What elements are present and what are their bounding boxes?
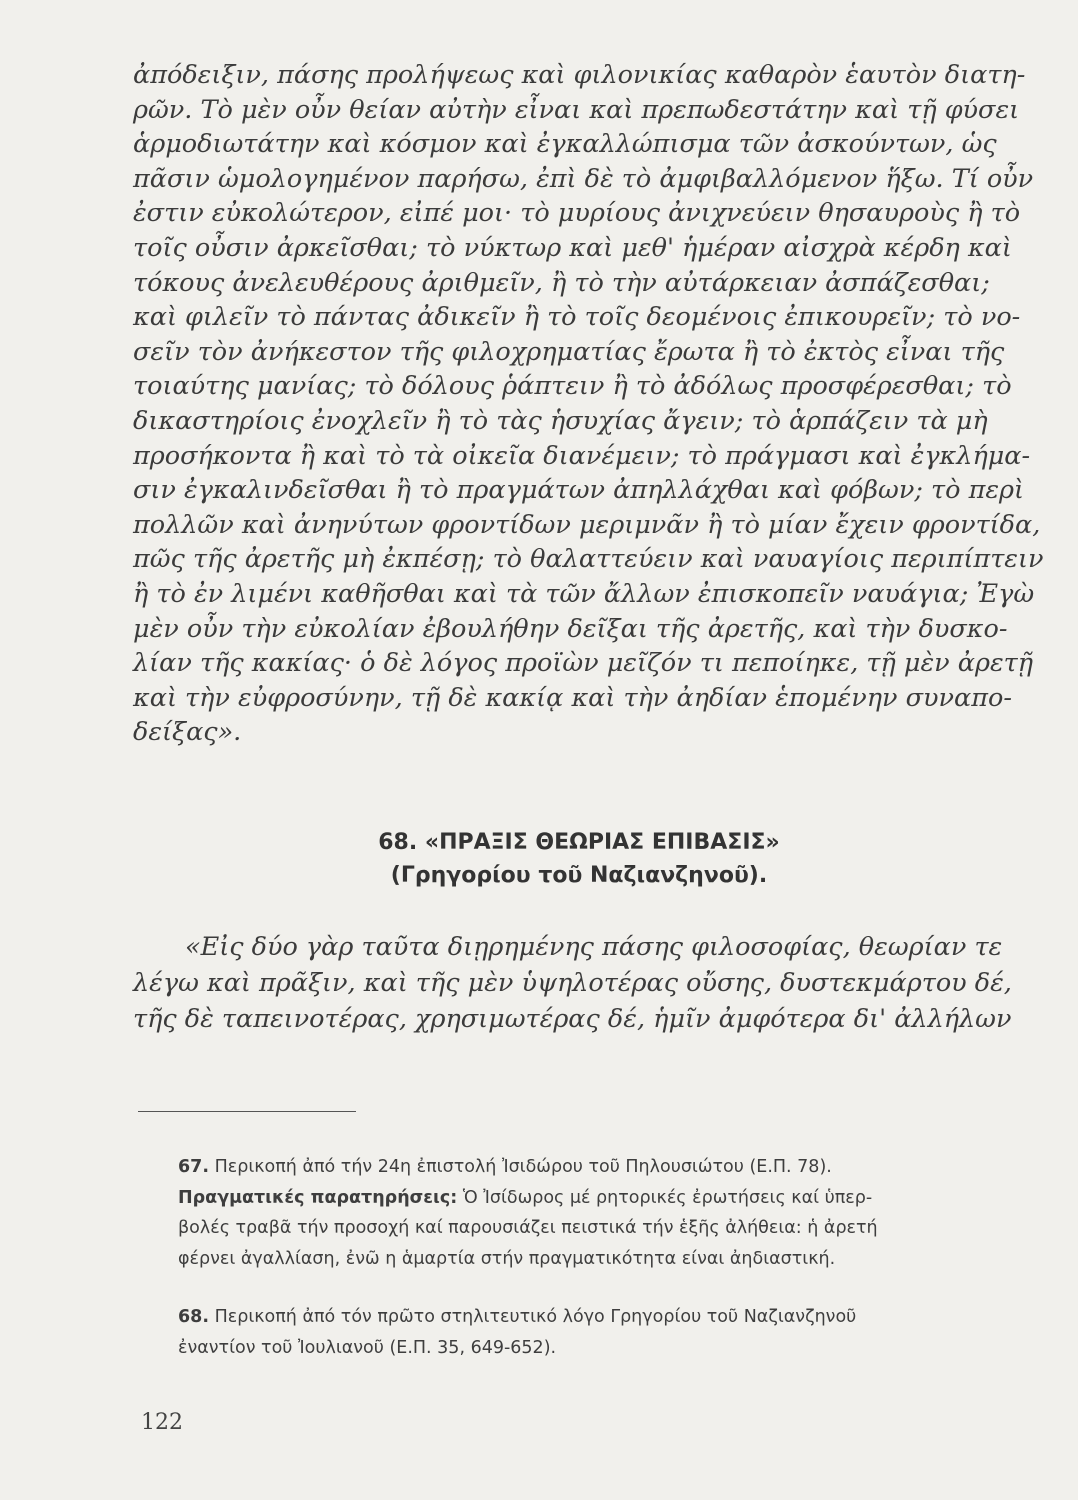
text-line: ἁρμοδιωτάτην καὶ κόσμον καὶ ἐγκαλλώπισμα τῶν ἀσκούντων, ὡς	[133, 129, 997, 160]
footnote-spacer	[178, 1274, 1018, 1302]
text-line: προσήκοντα ἢ καὶ τὸ τὰ οἰκεῖα διανέμειν; τὸ πράγμασι καὶ ἐγκλήμα-	[133, 440, 1031, 471]
section-heading: 68. «ΠΡΑΞΙΣ ΘΕΩΡΙΑΣ ΕΠΙΒΑΣΙΣ»	[378, 830, 780, 855]
text-line: πολλῶν καὶ ἀνηνύτων φροντίδων μεριμνᾶν ἢ τὸ μίαν ἔχειν φροντίδα,	[133, 509, 1041, 540]
quote-text-block	[133, 929, 1012, 1037]
text-line: ἢ τὸ ἐν λιμένι καθῆσθαι καὶ τὰ τῶν ἄλλων ἐπισκοπεῖν ναυάγια; Ἐγὼ	[133, 578, 1035, 609]
footnote-divider	[138, 1111, 356, 1112]
footnote-text: φέρνει ἀγαλλίαση, ἐνῶ η ἁμαρτία στήν πραγματικότητα είναι ἀηδιαστική.	[178, 1248, 836, 1269]
footnote-label: Πραγματικές παρατηρήσεις:	[178, 1187, 458, 1208]
text-line: τόκους ἀνελευθέρους ἀριθμεῖν, ἢ τὸ τὴν αὐτάρκειαν ἀσπάζεσθαι;	[133, 267, 990, 298]
text-line: σιν ἐγκαλινδεῖσθαι ἢ τὸ πραγμάτων ἀπηλλάχθαι καὶ φόβων; τὸ περὶ	[133, 475, 1025, 506]
footnote-67-notes	[178, 1183, 1018, 1214]
footnote-67	[178, 1152, 1018, 1183]
footnote-text: ἐναντίον τοῦ Ἰουλιανοῦ (Ε.Π. 35, 649-652).	[178, 1337, 557, 1358]
text-line: δικαστηρίοις ἐνοχλεῖν ἢ τὸ τὰς ἡσυχίας ἄγειν; τὸ ἁρπάζειν τὰ μὴ	[133, 405, 988, 436]
text-line: καὶ φιλεῖν τὸ πάντας ἀδικεῖν ἢ τὸ τοῖς δεομένοις ἐπικουρεῖν; τὸ νο-	[133, 302, 1021, 333]
text-line: πῶς τῆς ἀρετῆς μὴ ἐκπέσῃ; τὸ θαλαττεύειν καὶ ναυαγίοις περιπίπτειν	[133, 544, 1044, 575]
footnote-number: 68.	[178, 1307, 210, 1327]
text-line: ἀπόδειξιν, πάσης προλήψεως καὶ φιλονικίας καθαρὸν ἑαυτὸν διατη-	[133, 60, 1026, 90]
text-line: τοῖς οὖσιν ἀρκεῖσθαι; τὸ νύκτωρ καὶ μεθ' ἡμέραν αἰσχρὰ κέρδη καὶ	[133, 232, 1012, 263]
section-subheading: (Γρηγορίου τοῦ Ναζιανζηνοῦ).	[390, 863, 768, 888]
text-line: ρῶν. Τὸ μὲν οὖν θείαν αὐτὴν εἶναι καὶ πρεπωδεστάτην καὶ τῇ φύσει	[133, 94, 1020, 125]
text-line: πᾶσιν ὡμολογημένον παρήσω, ἐπὶ δὲ τὸ ἀμφιβαλλόμενον ἥξω. Τί οὖν	[133, 163, 1034, 194]
footnote-text: Περικοπή ἀπό τήν 24η ἐπιστολή Ἰσιδώρου τοῦ Πηλουσιώτου (Ε.Π. 78).	[214, 1157, 832, 1177]
footnote-text: Περικοπή ἀπό τόν πρῶτο στηλιτευτικό λόγο Γρηγορίου τοῦ Ναζιανζηνοῦ	[214, 1307, 857, 1327]
text-line: «Εἰς δύο γὰρ ταῦτα διῃρημένης πάσης φιλοσοφίας, θεωρίαν τε	[185, 932, 1003, 962]
text-line: λέγω καὶ πρᾶξιν, καὶ τῆς μὲν ὑψηλοτέρας οὔσης, δυστεκμάρτου δέ,	[133, 968, 1012, 998]
footnote-text: Ὁ Ἰσίδωρος μέ ρητορικές ἐρωτήσεις καί ὑπερ-	[462, 1187, 873, 1208]
text-line: λίαν τῆς κακίας· ὁ δὲ λόγος προϊὼν μεῖζόν τι πεποίηκε, τῇ μὲν ἀρετῇ	[133, 648, 1034, 679]
text-line: καὶ τὴν εὐφροσύνην, τῇ δὲ κακίᾳ καὶ τὴν ἀηδίαν ἑπομένην συναπο-	[133, 682, 1012, 713]
text-line: τῆς δὲ ταπεινοτέρας, χρησιμωτέρας δέ, ἡμῖν ἀμφότερα δι' ἀλλήλων	[133, 1004, 1012, 1034]
footnote-68	[178, 1302, 1018, 1333]
text-line: ἐστιν εὐκολώτερον, εἰπέ μοι· τὸ μυρίους ἀνιχνεύειν θησαυροὺς ἢ τὸ	[133, 198, 1021, 229]
footnote-text: βολές τραβᾶ τήν προσοχή καί παρουσιάζει πειστικά τήν ἑξῆς ἀλήθεια: ἡ ἀρετή	[178, 1218, 878, 1238]
footnotes-block	[178, 1152, 1018, 1363]
text-line: μὲν οὖν τὴν εὐκολίαν ἐβουλήθην δεῖξαι τῆς ἀρετῆς, καὶ τὴν δυσκο-	[133, 613, 1008, 644]
main-text-block	[133, 58, 1044, 750]
text-line: σεῖν τὸν ἀνήκεστον τῆς φιλοχρηματίας ἔρωτα ἢ τὸ ἐκτὸς εἶναι τῆς	[133, 336, 1005, 367]
page-number: 122	[141, 1410, 183, 1435]
text-line: τοιαύτης μανίας; τὸ δόλους ῥάπτειν ἢ τὸ ἀδόλως προσφέρεσθαι; τὸ	[133, 371, 1012, 402]
text-line: δείξας».	[133, 717, 242, 748]
footnote-number: 67.	[178, 1157, 210, 1177]
